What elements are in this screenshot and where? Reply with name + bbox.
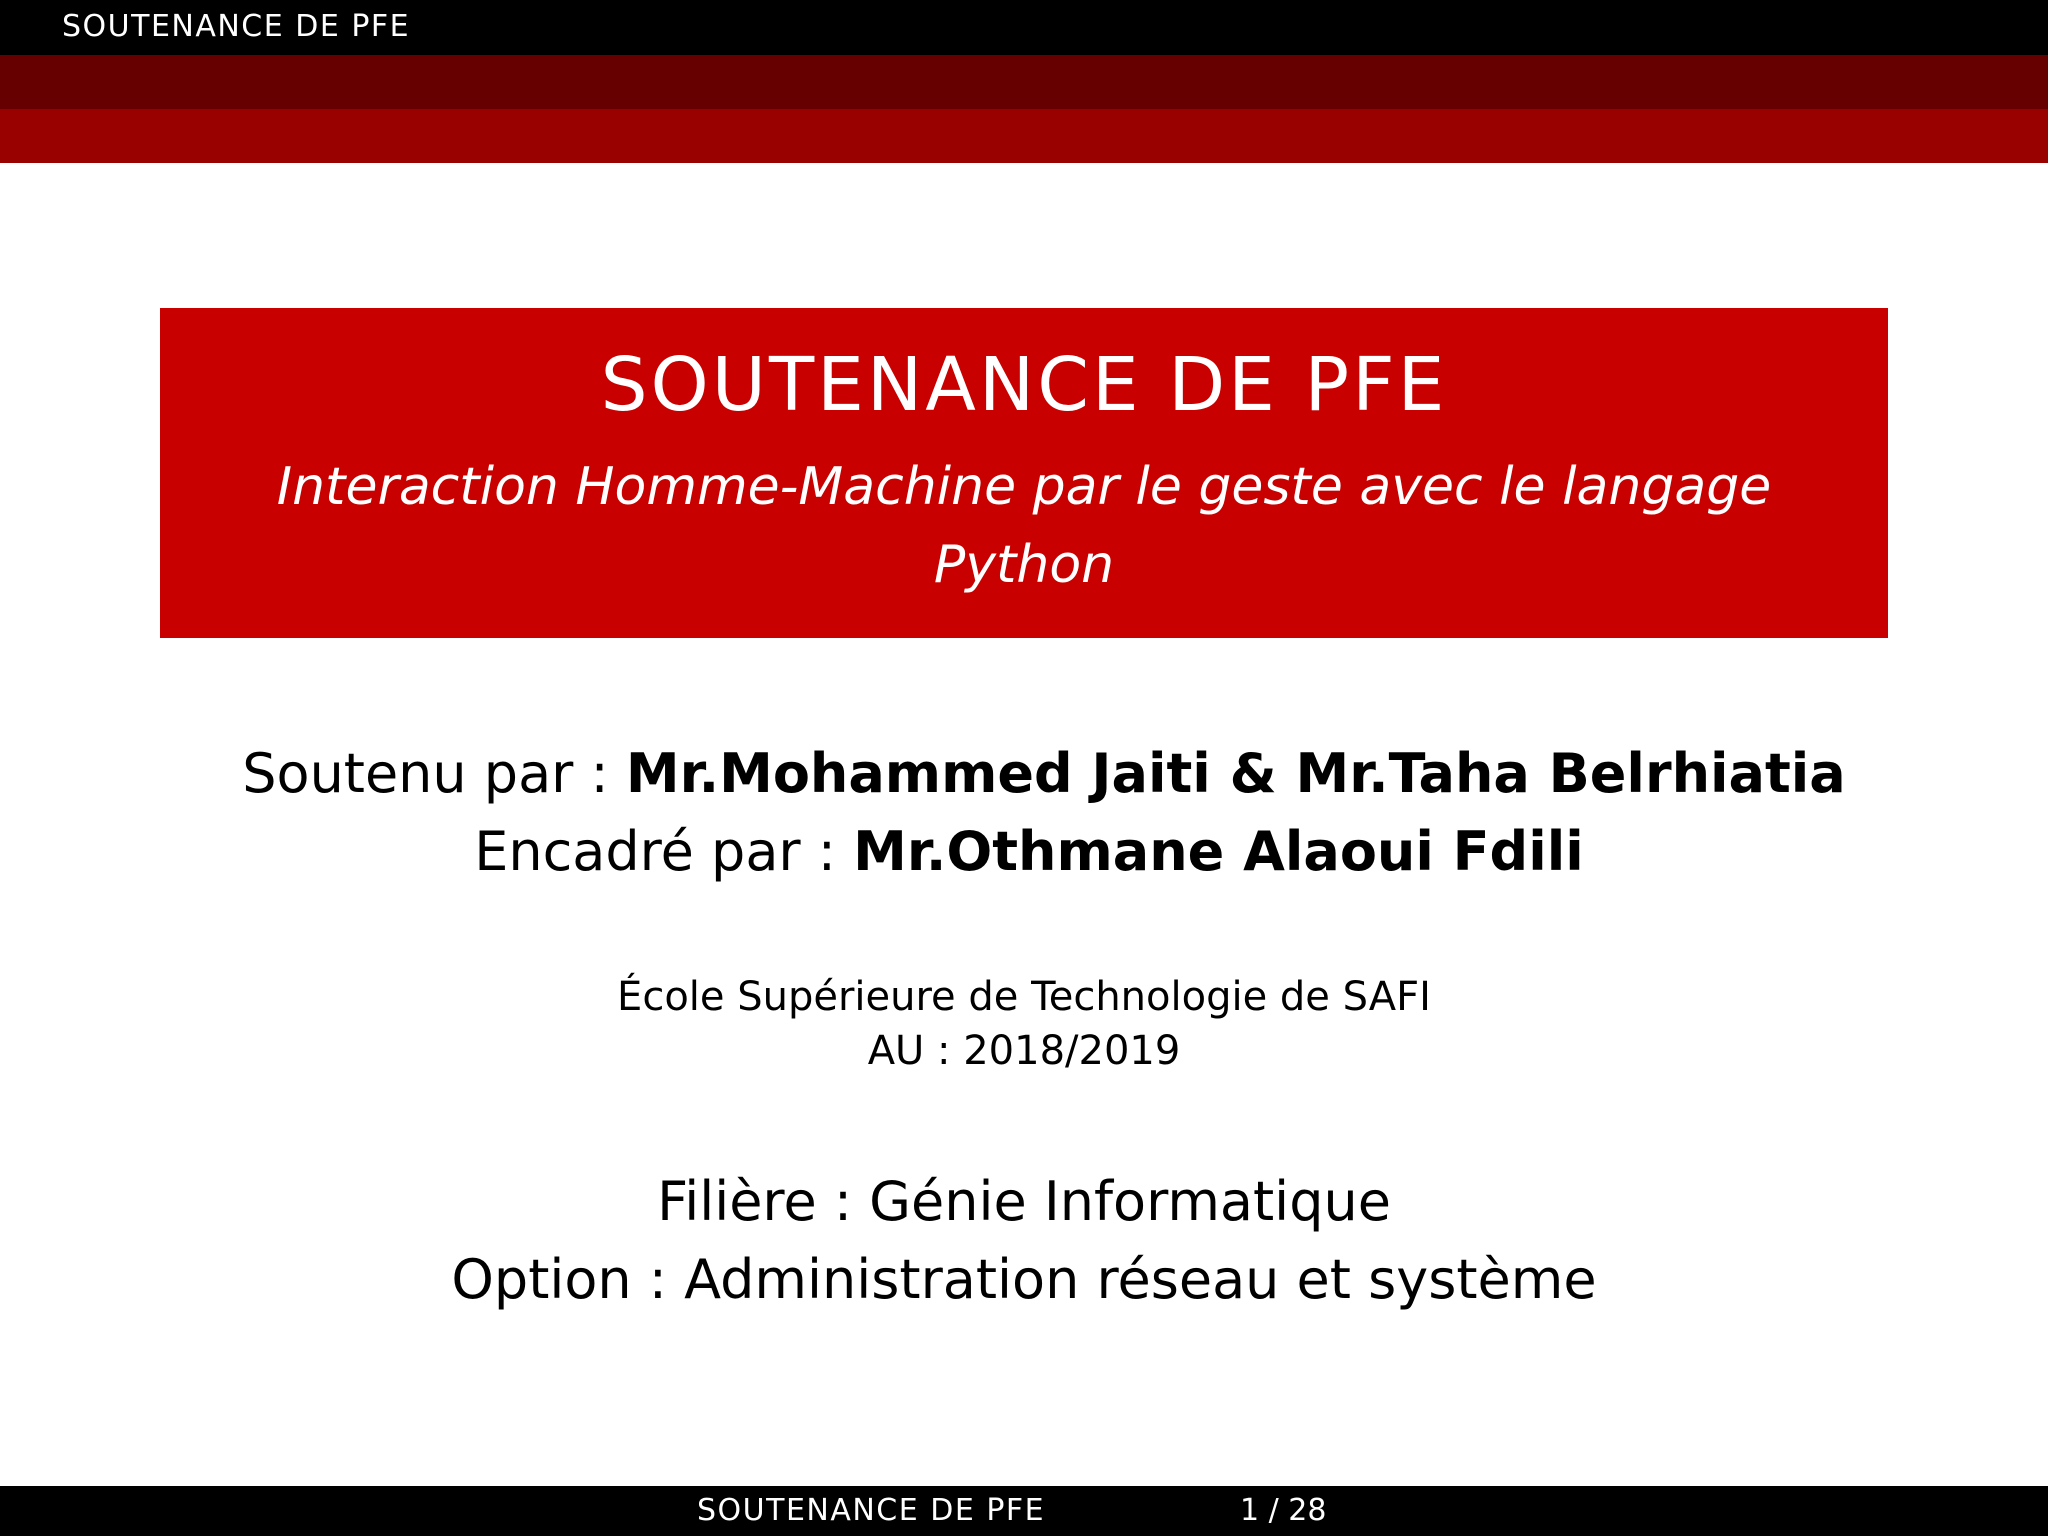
subtitle-line-2: Python bbox=[933, 535, 1115, 595]
header-band-red bbox=[0, 109, 2048, 163]
authors-block bbox=[0, 735, 2048, 891]
page-counter: 1 / 28 bbox=[1240, 1493, 1327, 1528]
subtitle-line-1: Interaction Homme-Machine par le geste avec le langage bbox=[276, 457, 1772, 517]
footer-bar bbox=[0, 1486, 2048, 1536]
presented-by-label: Soutenu par : bbox=[242, 742, 626, 805]
institution-block bbox=[0, 970, 2048, 1078]
presented-by-names: Mr.Mohammed Jaiti & Mr.Taha Belrhiatia bbox=[625, 742, 1846, 805]
footer-title: SOUTENANCE DE PFE bbox=[697, 1493, 1046, 1528]
supervised-by-line bbox=[5, 813, 2048, 891]
academic-year: AU : 2018/2019 bbox=[867, 1028, 1181, 1074]
supervised-by-name: Mr.Othmane Alaoui Fdili bbox=[853, 820, 1584, 883]
presented-by-line bbox=[20, 735, 2048, 813]
header-band-dark bbox=[0, 55, 2048, 109]
school-name: École Supérieure de Technologie de SAFI bbox=[617, 974, 1431, 1020]
option-of-study: Option : Administration réseau et système bbox=[451, 1248, 1597, 1311]
program-block bbox=[0, 1163, 2048, 1319]
supervised-by-label: Encadré par : bbox=[474, 820, 854, 883]
header-title: SOUTENANCE DE PFE bbox=[62, 9, 411, 44]
field-of-study: Filière : Génie Informatique bbox=[657, 1170, 1391, 1233]
slide-title: SOUTENANCE DE PFE bbox=[600, 342, 1448, 428]
title-box bbox=[160, 308, 1888, 638]
header-bar bbox=[0, 0, 2048, 55]
slide-subtitle bbox=[160, 448, 1888, 604]
